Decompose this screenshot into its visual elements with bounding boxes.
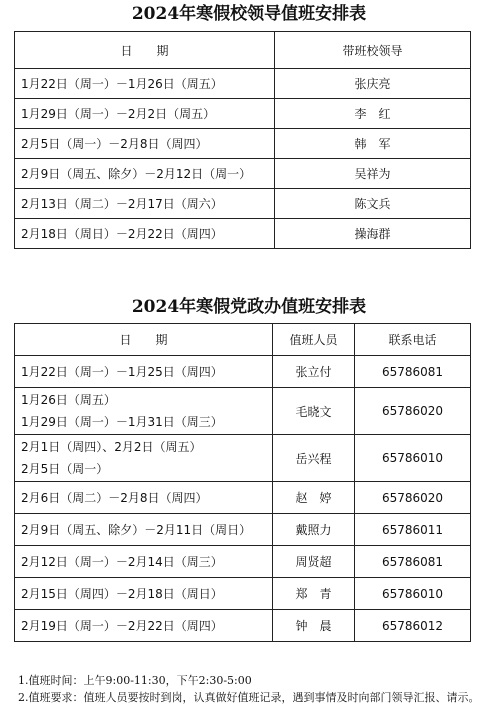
date-cell: 1月22日（周一）－1月26日（周五） [15, 69, 275, 99]
date-line: 2月1日（周四）、2月2日（周五） [21, 440, 202, 454]
person-cell: 郑 青 [273, 578, 355, 610]
person-cell: 钟 晨 [273, 610, 355, 642]
table-row [15, 482, 471, 514]
phone-cell: 65786010 [355, 578, 471, 610]
office-duty-title: 2024年寒假党政办值班安排表 [131, 297, 367, 317]
leader-column-header: 带班校领导 [275, 32, 471, 69]
note-requirement: 2.值班要求：值班人员要按时到岗，认真做好值班记录，遇到事情及时向部门领导汇报、请示。 [18, 691, 480, 704]
table-row [15, 99, 471, 129]
date-line: 1月26日（周五） [21, 393, 116, 407]
person-cell: 张立付 [273, 356, 355, 388]
date-column-header: 日 期 [15, 32, 275, 69]
leader-duty-title: 2024年寒假校领导值班安排表 [131, 4, 367, 24]
date-cell: 2月9日（周五、除夕）－2月12日（周一） [15, 159, 275, 189]
table-row [15, 159, 471, 189]
date-line: 2月5日（周一） [21, 462, 109, 476]
phone-cell: 65786081 [355, 356, 471, 388]
phone-cell: 65786011 [355, 514, 471, 546]
date-cell: 2月12日（周一）－2月14日（周三） [15, 546, 273, 578]
table-row [15, 435, 471, 482]
table-header-row [15, 32, 471, 69]
date-cell [15, 435, 273, 482]
person-cell: 戴照力 [273, 514, 355, 546]
date-cell: 2月9日（周五、除夕）－2月11日（周日） [15, 514, 273, 546]
person-cell: 周贤超 [273, 546, 355, 578]
leader-cell: 李 红 [275, 99, 471, 129]
table-row [15, 356, 471, 388]
person-cell: 赵 婷 [273, 482, 355, 514]
phone-cell: 65786012 [355, 610, 471, 642]
table-row [15, 578, 471, 610]
table-row [15, 514, 471, 546]
leader-cell: 韩 军 [275, 129, 471, 159]
leader-cell: 操海群 [275, 219, 471, 249]
table-row [15, 388, 471, 435]
date-cell: 2月5日（周一）－2月8日（周四） [15, 129, 275, 159]
table-row [15, 219, 471, 249]
duty-notes [18, 672, 484, 706]
leader-cell: 吴祥为 [275, 159, 471, 189]
phone-cell: 65786010 [355, 435, 471, 482]
leader-cell: 陈文兵 [275, 189, 471, 219]
person-column-header: 值班人员 [273, 324, 355, 356]
phone-column-header: 联系电话 [355, 324, 471, 356]
date-cell: 2月6日（周二）－2月8日（周四） [15, 482, 273, 514]
date-line: 1月29日（周一）－1月31日（周三） [21, 415, 223, 429]
date-column-header: 日 期 [15, 324, 273, 356]
person-cell: 岳兴程 [273, 435, 355, 482]
table-row [15, 610, 471, 642]
leader-duty-table [14, 31, 471, 249]
date-cell [15, 388, 273, 435]
note-time: 1.值班时间：上午9:00-11:30，下午2:30-5:00 [18, 674, 252, 687]
table-row [15, 129, 471, 159]
date-cell: 2月13日（周二）－2月17日（周六） [15, 189, 275, 219]
table-header-row [15, 324, 471, 356]
date-cell: 1月22日（周一）－1月25日（周四） [15, 356, 273, 388]
table-row [15, 546, 471, 578]
phone-cell: 65786020 [355, 388, 471, 435]
person-cell: 毛晓文 [273, 388, 355, 435]
phone-cell: 65786081 [355, 546, 471, 578]
date-cell: 2月15日（周四）－2月18日（周日） [15, 578, 273, 610]
office-duty-table [14, 323, 471, 642]
leader-cell: 张庆亮 [275, 69, 471, 99]
phone-cell: 65786020 [355, 482, 471, 514]
date-cell: 2月18日（周日）－2月22日（周四） [15, 219, 275, 249]
table-row [15, 189, 471, 219]
table-row [15, 69, 471, 99]
date-cell: 2月19日（周一）－2月22日（周四） [15, 610, 273, 642]
date-cell: 1月29日（周一）－2月2日（周五） [15, 99, 275, 129]
